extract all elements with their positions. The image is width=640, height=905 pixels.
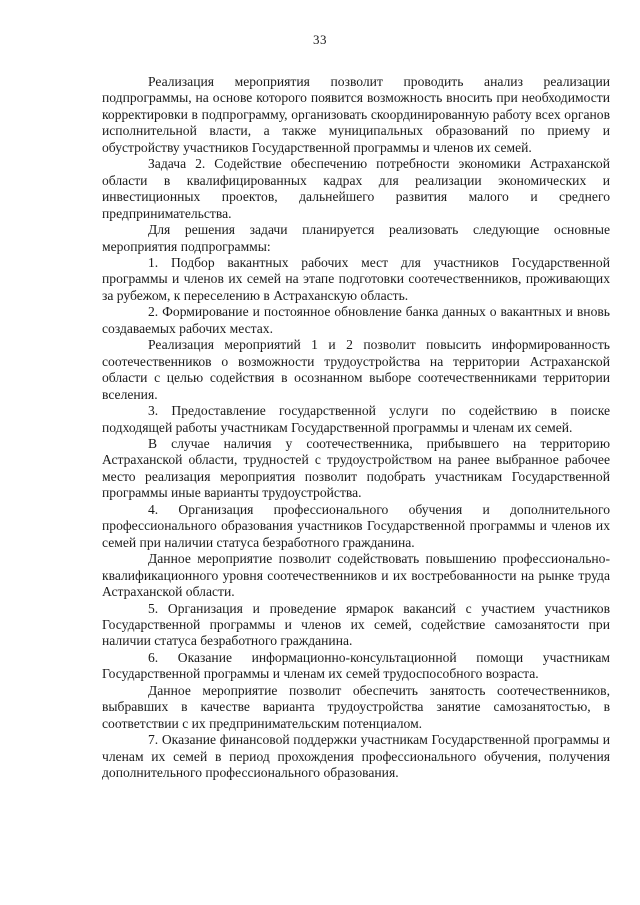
paragraph-1: Реализация мероприятия позволит проводить анализ реализации подпрограммы, на основе которого появится возможность вносить при необходимости корректировки в подпрограмму, организовать скоординированную работу всех органов исполнительной власти, а также муниципальных образований по приему и обустройству участников Государственной программы и членов их семей. xyxy=(102,74,610,155)
document-body xyxy=(102,74,610,781)
paragraph-14: 7. Оказание финансовой поддержки участникам Государственной программы и членам их семей в период прохождения профессионального обучения, получения дополнительного профессионального образования. xyxy=(102,732,610,781)
paragraph-6: Реализация мероприятий 1 и 2 позволит повысить информированность соотечественников о возможности трудоустройства на территории Астраханской области с целью содействия в осознанном выборе соотечественниками территории вселения. xyxy=(102,337,610,402)
paragraph-11: 5. Организация и проведение ярмарок вакансий с участием участников Государственной программы и членов их семей, содействие самозанятости при наличии статуса безработного гражданина. xyxy=(102,600,610,649)
paragraph-10: Данное мероприятие позволит содействовать повышению профессионально-квалификационного уровня соотечественников и их востребованности на рынке труда Астраханской области. xyxy=(102,551,610,600)
paragraph-12: 6. Оказание информационно-консультационной помощи участникам Государственной программы и членам их семей трудоспособного возраста. xyxy=(102,649,610,682)
paragraph-3: Для решения задачи планируется реализовать следующие основные мероприятия подпрограммы: xyxy=(102,222,610,254)
page-number: 33 xyxy=(313,32,327,47)
paragraph-4: 1. Подбор вакантных рабочих мест для участников Государственной программы и членов их семей на этапе подготовки соотечественников, проживающих за рубежом, к переселению в Астраханскую область. xyxy=(102,254,610,303)
paragraph-7: 3. Предоставление государственной услуги по содействию в поиске подходящей работы участникам Государственной программы и членам их семей. xyxy=(102,403,610,435)
paragraph-2: Задача 2. Содействие обеспечению потребности экономики Астраханской области в квалифицированных кадрах для реализации экономических и инвестиционных проектов, дальнейшего развития малого и среднего предпринимательства. xyxy=(102,156,610,221)
paragraph-5: 2. Формирование и постоянное обновление банка данных о вакантных и вновь создаваемых рабочих местах. xyxy=(102,304,610,336)
paragraph-9: 4. Организация профессионального обучения и дополнительного профессионального образования участников Государственной программы и членов их семей при наличии статуса безработного гражданина. xyxy=(102,501,610,550)
paragraph-8: В случае наличия у соотечественника, прибывшего на территорию Астраханской области, трудностей с трудоустройством на ранее выбранное рабочее место реализация мероприятия позволит подобрать участникам Государственной программы иные варианты трудоустройства. xyxy=(102,435,610,501)
paragraph-13: Данное мероприятие позволит обеспечить занятость соотечественников, выбравших в качестве варианта трудоустройства занятие самозанятостью, в соответствии с их предпринимательским потенциалом. xyxy=(102,682,610,731)
